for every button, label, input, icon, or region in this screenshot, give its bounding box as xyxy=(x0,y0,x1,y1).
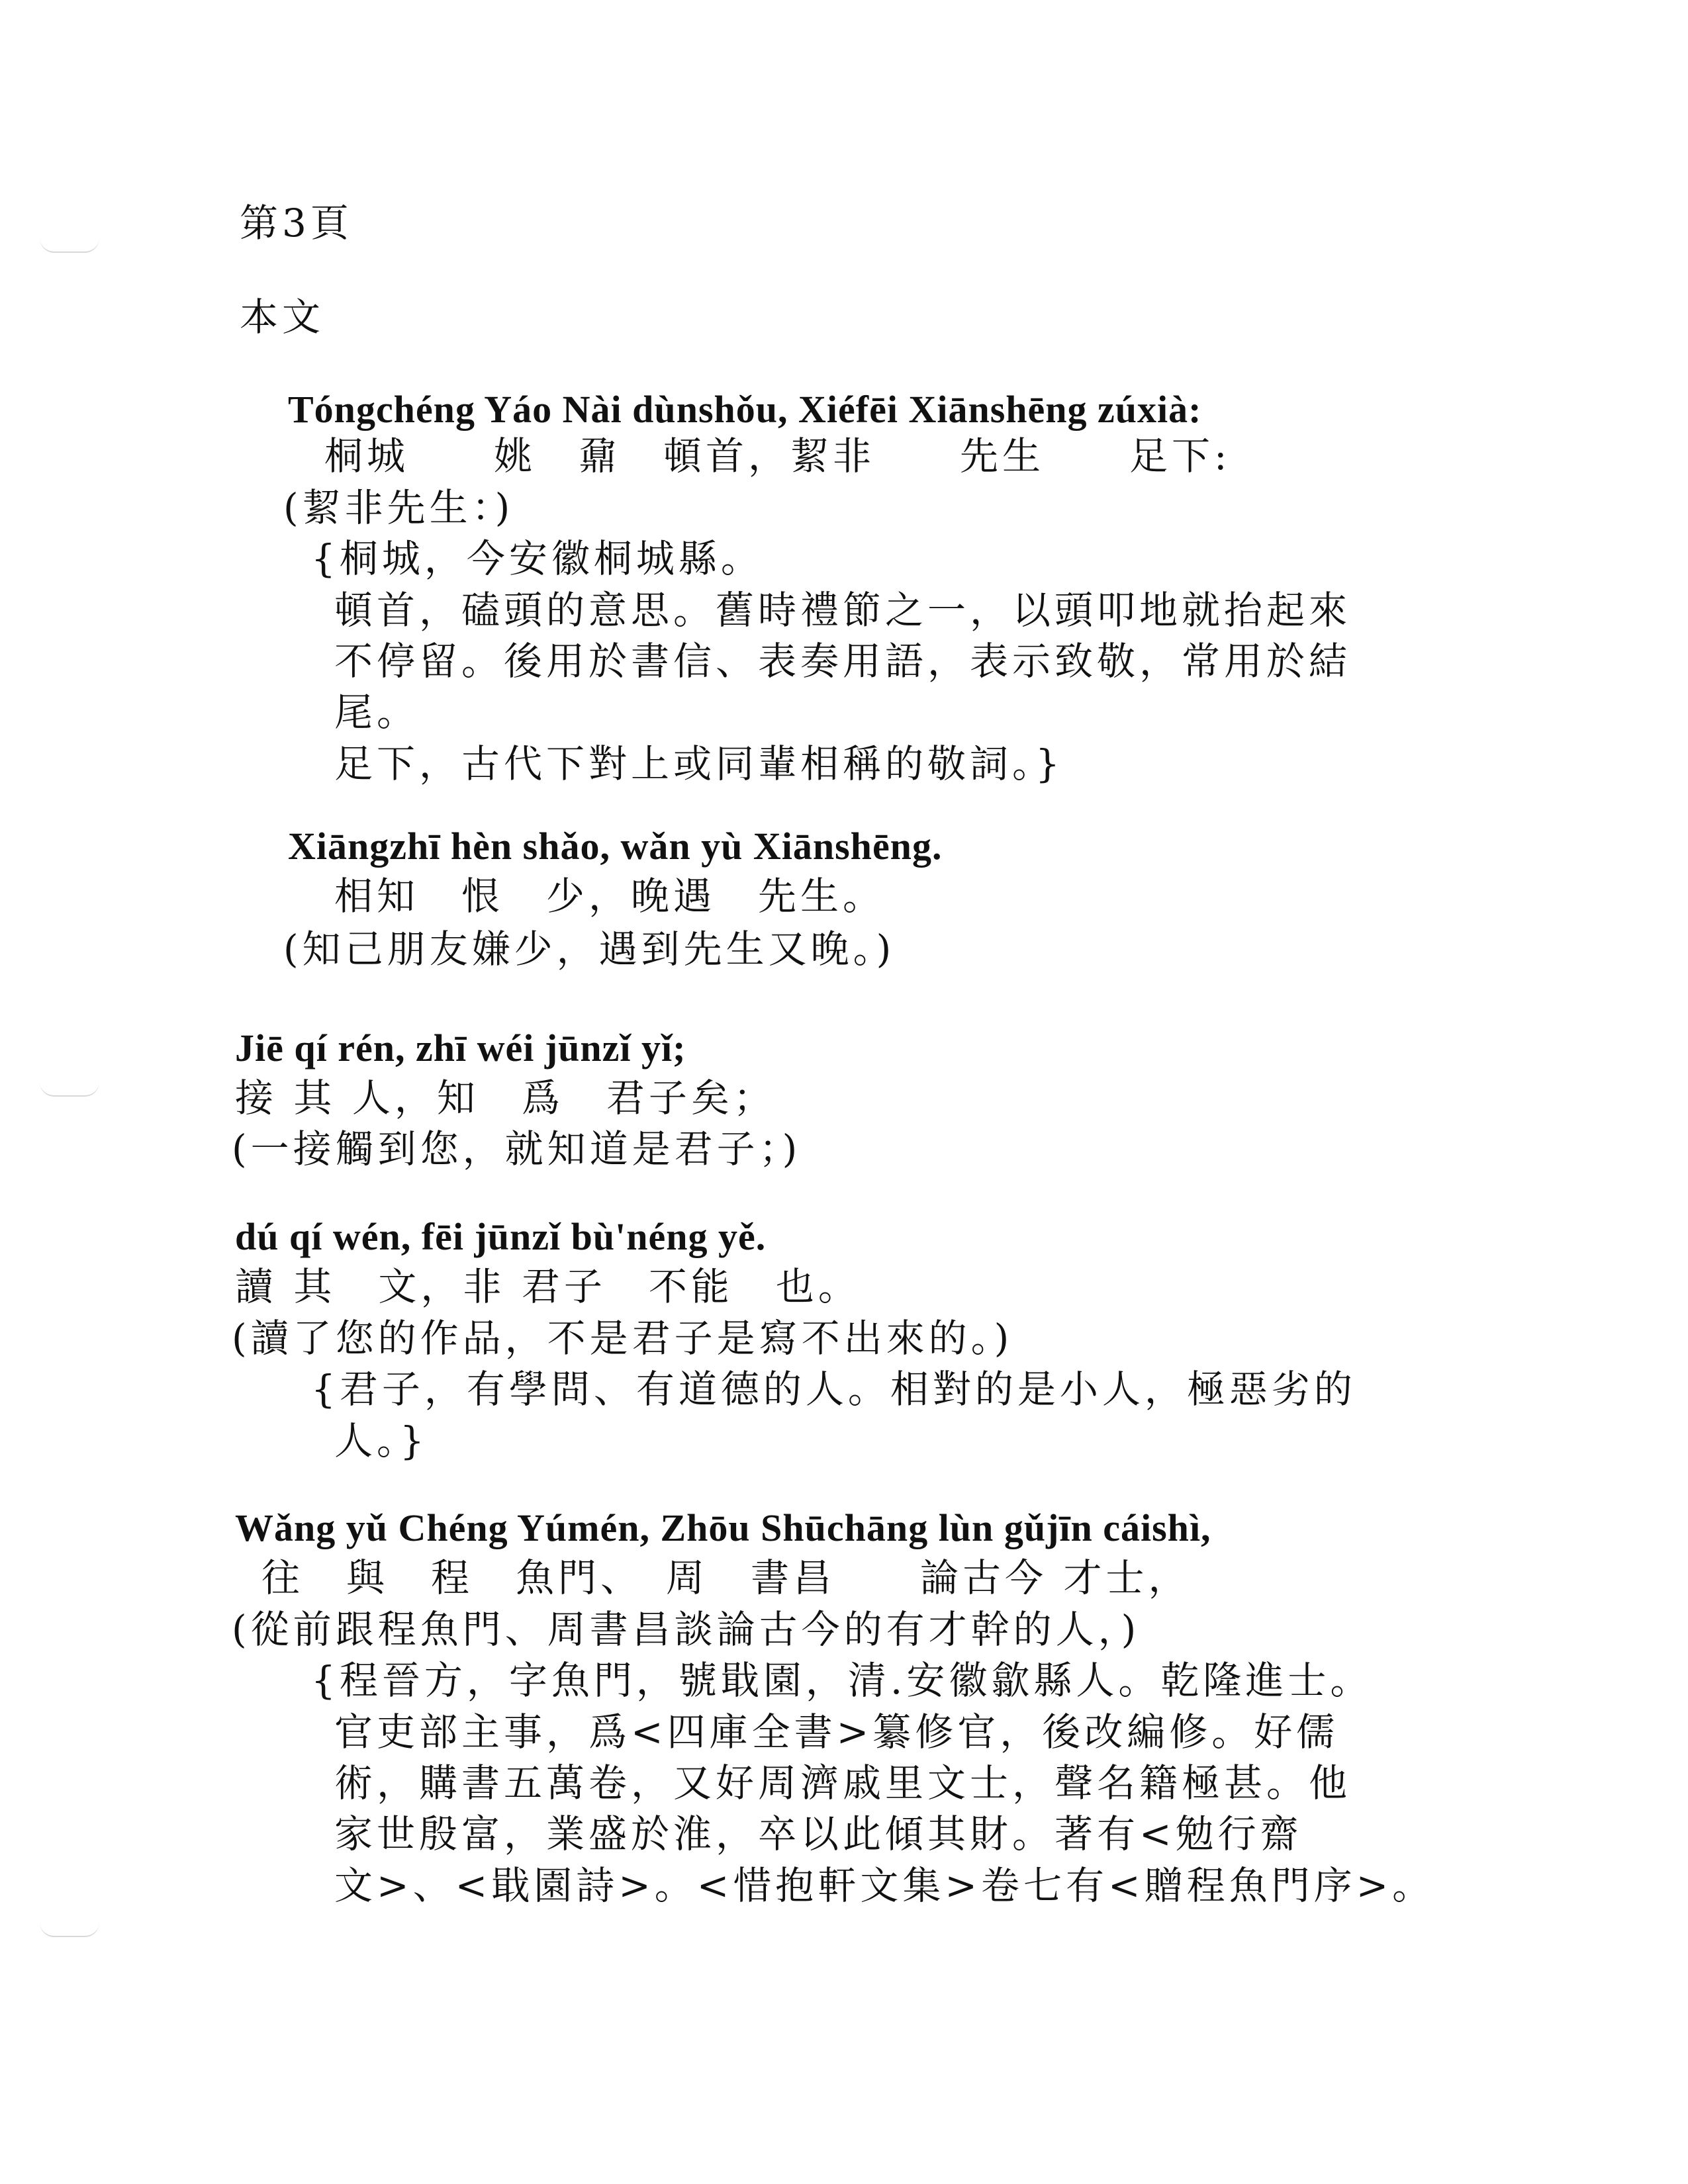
note-line: {君子，有學問、有道德的人。相對的是小人，極惡劣的 xyxy=(311,1367,1356,1412)
note-line: 官吏部主事，爲<四庫全書>纂修官，後改編修。好儒 xyxy=(334,1709,1339,1754)
pinyin-line: Jiē qí rén, zhī wéi jūnzǐ yǐ; xyxy=(235,1026,686,1069)
hanzi-line: 往 與 程 魚門、 周 書昌 論古今 才士， xyxy=(261,1555,1191,1600)
page-label: 第3頁 xyxy=(240,201,353,246)
note-line: 足下，古代下對上或同輩相稱的敬詞。} xyxy=(334,741,1064,786)
note-line: 頓首，磕頭的意思。舊時禮節之一，以頭叩地就抬起來 xyxy=(334,588,1352,633)
note-line: 家世殷富，業盛於淮，卒以此傾其財。著有<勉行齋 xyxy=(334,1811,1303,1856)
gloss-line: (從前跟程魚門、周書昌談論古今的有才幹的人，) xyxy=(232,1607,1141,1652)
pinyin-line: Xiāngzhī hèn shǎo, wǎn yù Xiānshēng. xyxy=(288,825,943,868)
note-line: 人。} xyxy=(334,1418,428,1463)
note-line: {桐城，今安徽桐城縣。 xyxy=(311,536,763,581)
pinyin-line: Tóngchéng Yáo Nài dùnshǒu, Xiéfēi Xiānshēng zúxià: xyxy=(288,388,1202,431)
gloss-line: (讀了您的作品，不是君子是寫不出來的。) xyxy=(232,1316,1013,1361)
pinyin-line: dú qí wén, fēi jūnzǐ bù'néng yě. xyxy=(235,1215,767,1258)
punch-hole-mark-bottom xyxy=(40,1923,99,1937)
note-line: 不停留。後用於書信、表奏用語，表示致敬，常用於結 xyxy=(334,639,1352,684)
punch-hole-mark-top xyxy=(40,238,99,253)
hanzi-line: 相知 恨 少，晚遇 先生。 xyxy=(334,874,886,919)
hanzi-line: 讀 其 文，非 君子 不能 也。 xyxy=(235,1264,861,1309)
note-line: 術，購書五萬卷，又好周濟戚里文士，聲名籍極甚。他 xyxy=(334,1760,1352,1805)
punch-hole-mark-middle xyxy=(40,1082,99,1097)
pinyin-line: Wǎng yǔ Chéng Yúmén, Zhōu Shūchāng lùn gǔjīn cáishì, xyxy=(235,1506,1211,1549)
note-line: {程晉方，字魚門，號戢園，清.安徽歙縣人。乾隆進士。 xyxy=(311,1658,1373,1703)
gloss-line: (絜非先生：) xyxy=(283,485,514,530)
hanzi-line: 桐城 姚 鼐 頓首，絜非 先生 足下: xyxy=(324,433,1231,478)
note-line: 尾。 xyxy=(334,690,420,735)
gloss-line: (知己朋友嫌少，遇到先生又晚。) xyxy=(283,927,896,972)
section-title: 本文 xyxy=(240,295,325,340)
note-line: 文>、<戢園詩>。<惜抱軒文集>卷七有<贈程魚門序>。 xyxy=(334,1863,1435,1908)
hanzi-line: 接 其 人，知 爲 君子矣； xyxy=(235,1075,776,1120)
gloss-line: (一接觸到您，就知道是君子；) xyxy=(232,1126,802,1171)
